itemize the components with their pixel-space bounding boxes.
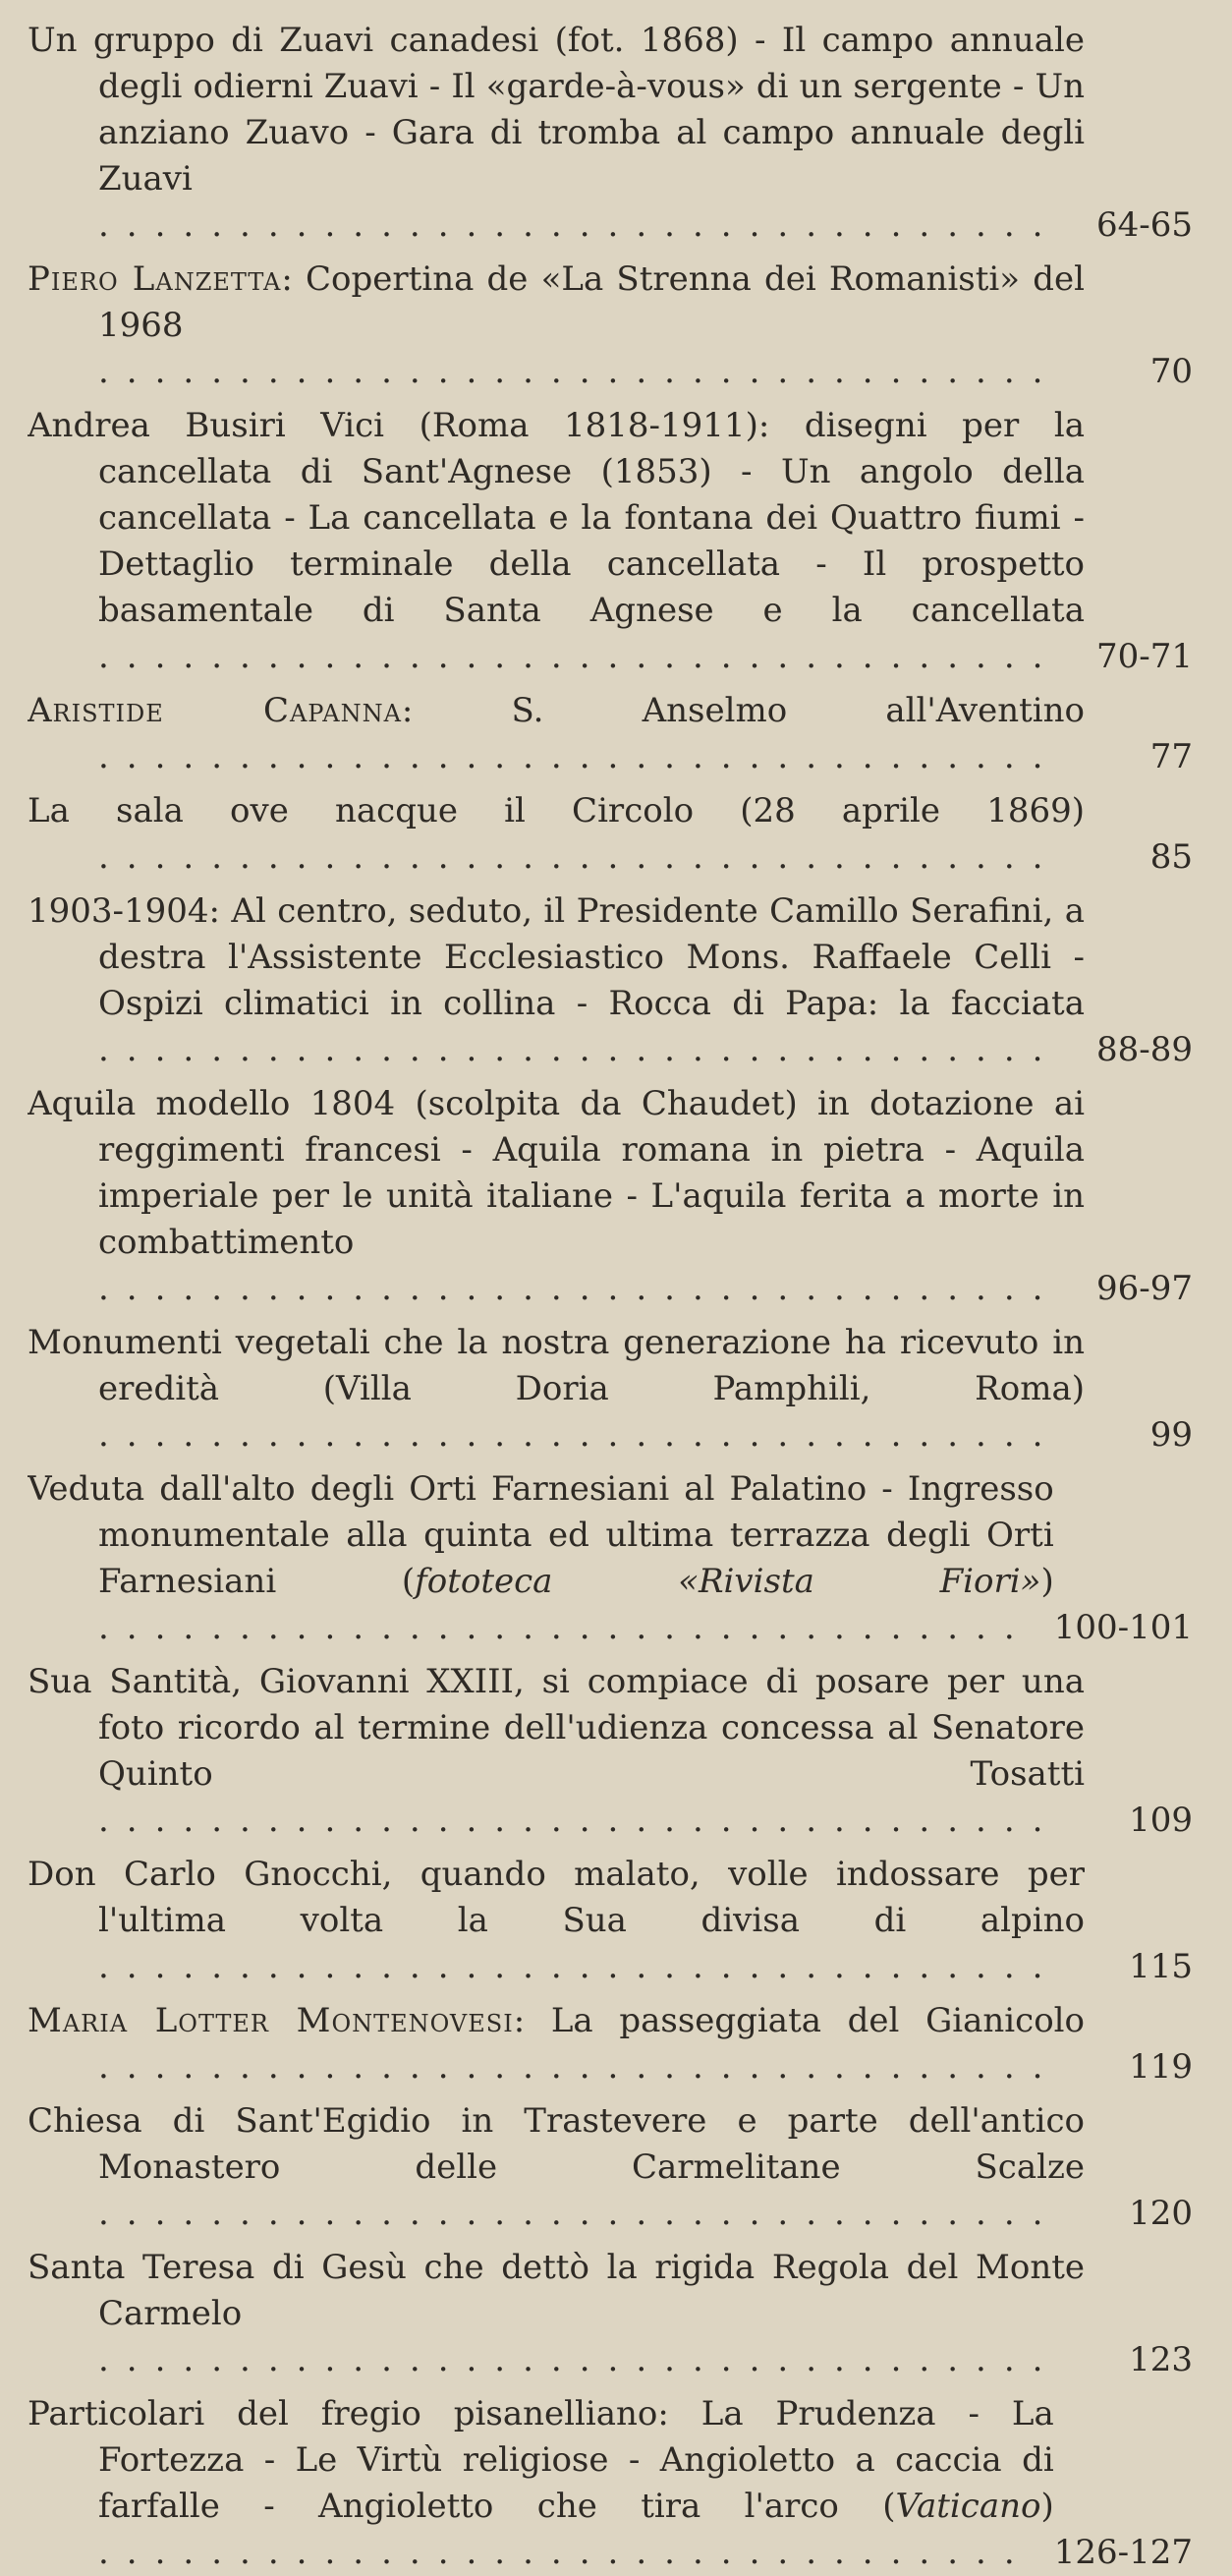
entry-description (28, 688, 1085, 780)
leader-dots: .................................. (98, 2194, 1061, 2233)
leader-dots: .................................. (98, 1269, 1061, 1308)
entry-description (28, 403, 1085, 680)
entry-pages: 88-89 (1095, 1030, 1193, 1069)
index-entry (28, 18, 1193, 249)
index-entry (28, 257, 1193, 395)
author-separator: : (281, 259, 307, 299)
index-entry (28, 1466, 1193, 1651)
entry-text: Veduta dall'alto degli Orti Farnesiani al Palatino - Ingresso monumentale alla quinta ed ultima terrazza degli Orti Farnesiani ( (28, 1469, 1054, 1601)
entry-pages: 109 (1129, 1801, 1193, 1840)
leader-dots: .................................. (98, 837, 1061, 877)
index-entry (28, 1320, 1193, 1459)
index-entry (28, 788, 1193, 881)
entry-description (28, 1320, 1085, 1459)
index-entry (28, 688, 1193, 780)
entry-description (28, 2391, 1054, 2576)
entry-author: Piero Lanzetta (28, 259, 282, 299)
index-entry (28, 1081, 1193, 1312)
entry-author: Maria Lotter Montenovesi (28, 2001, 514, 2040)
leader-dots: .................................. (98, 2340, 1061, 2379)
entry-pages: 100-101 (1053, 1608, 1193, 1647)
leader-dots: .................................. (98, 1801, 1061, 1840)
entry-description (28, 2245, 1085, 2383)
entry-text: Don Carlo Gnocchi, quando malato, volle indossare per l'ultima volta la Sua divisa di alpino (28, 1855, 1085, 1940)
author-separator: : (401, 691, 512, 730)
entry-pages: 115 (1129, 1947, 1193, 1986)
leader-dots: .................................. (98, 205, 1061, 245)
entry-text: Sua Santità, Giovanni XXIII, si compiace di posare per una foto ricordo al termine dell'udienza concessa al Senatore Quinto Tosatti (28, 1662, 1085, 1794)
leader-dots: .................................. (98, 2047, 1061, 2087)
entry-description (28, 1852, 1085, 1990)
index-entry (28, 888, 1193, 1073)
entry-pages: 70 (1149, 352, 1193, 391)
entry-italic-source: Vaticano (895, 2487, 1041, 2526)
index-entry (28, 2098, 1193, 2237)
entry-pages: 96-97 (1095, 1269, 1193, 1308)
entry-description (28, 2098, 1085, 2237)
entry-pages: 99 (1149, 1415, 1193, 1455)
entry-text: Un gruppo di Zuavi canadesi (fot. 1868) - Il campo annuale degli odierni Zuavi - Il «garde-à-vous» di un sergente - Un anziano Zuavo - Gara di tromba al campo annuale degli Zuavi (28, 21, 1085, 199)
index-entry (28, 1659, 1193, 1844)
leader-dots: .................................. (98, 737, 1061, 776)
entry-text: Aquila modello 1804 (scolpita da Chaudet) in dotazione ai reggimenti francesi - Aquila romana in pietra - Aquila imperiale per le unità italiane - L'aquila ferita a morte in combattimento (28, 1084, 1085, 1262)
leader-dots: .................................. (98, 1415, 1061, 1455)
entry-text: Santa Teresa di Gesù che dettò la rigida Regola del Monte Carmelo (28, 2248, 1085, 2333)
entry-text: Particolari del fregio pisanelliano: La Prudenza - La Fortezza - Le Virtù religiose - Angioletto a caccia di farfalle - Angioletto che tira l'arco ( (28, 2394, 1054, 2526)
leader-dots: .................................. (98, 637, 1061, 676)
entry-description (28, 1998, 1085, 2090)
entry-description (28, 18, 1085, 249)
entry-description (28, 1466, 1054, 1651)
entry-description (28, 1659, 1085, 1844)
entry-pages: 77 (1149, 737, 1193, 776)
entry-pages: 123 (1129, 2340, 1193, 2379)
leader-dots: ................................. (98, 2533, 1033, 2572)
entry-pages: 119 (1129, 2047, 1193, 2087)
leader-dots: .................................. (98, 1030, 1061, 1069)
entry-text: Monumenti vegetali che la nostra generazione ha ricevuto in eredità (Villa Doria Pamphili, Roma) (28, 1323, 1085, 1408)
entry-pages: 85 (1149, 837, 1193, 877)
entry-description (28, 888, 1085, 1073)
entry-description (28, 788, 1085, 881)
entry-text: Copertina de «La Strenna dei Romanisti» del 1968 (98, 259, 1085, 345)
entry-text-tail: ) (1040, 2487, 1054, 2526)
entry-text: 1903-1904: Al centro, seduto, il Presidente Camillo Serafini, a destra l'Assistente Ecclesiastico Mons. Raffaele Celli - Ospizi climatici in collina - Rocca di Papa: la facciata (28, 891, 1085, 1023)
index-entry (28, 2391, 1193, 2576)
index-entry (28, 2245, 1193, 2383)
entry-text: Chiesa di Sant'Egidio in Trastevere e parte dell'antico Monastero delle Carmelitane Scalze (28, 2101, 1085, 2187)
entry-pages: 120 (1129, 2194, 1193, 2233)
author-separator: : (513, 2001, 551, 2040)
entry-italic-source: fototeca «Rivista Fiori» (415, 1562, 1041, 1601)
leader-dots: ................................. (98, 1608, 1033, 1647)
entry-description (28, 1081, 1085, 1312)
entry-pages: 126-127 (1053, 2533, 1193, 2572)
leader-dots: .................................. (98, 1947, 1061, 1986)
entry-text: S. Anselmo all'Aventino (511, 691, 1085, 730)
entry-text: La sala ove nacque il Circolo (28 aprile 1869) (28, 791, 1085, 830)
index-entry (28, 1852, 1193, 1990)
index-entry (28, 1998, 1193, 2090)
entry-text-tail: ) (1040, 1562, 1054, 1601)
leader-dots: .................................. (98, 352, 1061, 391)
index-entry (28, 403, 1193, 680)
entry-text: Andrea Busiri Vici (Roma 1818-1911): disegni per la cancellata di Sant'Agnese (1853) - Un angolo della cancellata - La cancellata e la fontana dei Quattro fiumi - Dettaglio terminale della cancellata - Il prospetto basamentale di Santa Agnese e la cancellata (28, 406, 1085, 630)
entry-description (28, 257, 1085, 395)
entry-pages: 70-71 (1095, 637, 1193, 676)
entry-author: Aristide Capanna (28, 691, 402, 730)
entry-pages: 64-65 (1095, 205, 1193, 245)
entry-text: La passeggiata del Gianicolo (550, 2001, 1085, 2040)
